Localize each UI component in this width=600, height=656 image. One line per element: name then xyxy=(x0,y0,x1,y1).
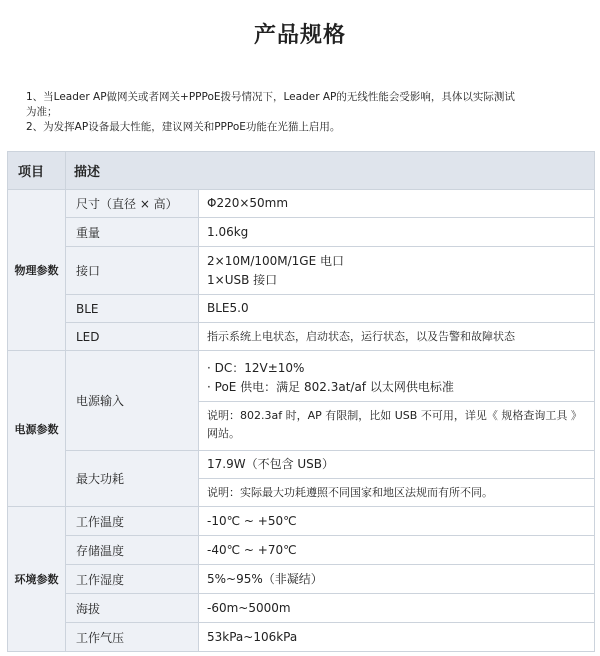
header-item: 项目 xyxy=(8,152,66,190)
row-value: BLE5.0 xyxy=(199,295,595,323)
group-physical: 物理参数 xyxy=(8,190,66,351)
power-note-1: 说明：802.3af 时，AP 有限制，比如 USB 不可用，详见《 规格查询工具 》 xyxy=(207,408,582,422)
row-value: -60m~5000m xyxy=(199,594,595,623)
port-line-2: 1×USB 接口 xyxy=(207,272,278,287)
table-row xyxy=(8,218,595,247)
table-row xyxy=(8,295,595,323)
power-line-2: · PoE 供电：满足 802.3at/af 以太网供电标准 xyxy=(207,379,454,394)
table-row xyxy=(8,507,595,536)
row-value: 53kPa~106kPa xyxy=(199,623,595,652)
spec-table xyxy=(7,151,595,652)
table-row xyxy=(8,247,595,295)
row-value: 5%~95%（非凝结） xyxy=(199,565,595,594)
table-row xyxy=(8,451,595,507)
row-value: Φ220×50mm xyxy=(199,190,595,218)
table-header-row xyxy=(8,152,595,190)
row-label: 接口 xyxy=(66,247,199,295)
power-line-1: · DC：12V±10% xyxy=(207,360,305,375)
row-label: 尺寸（直径 × 高） xyxy=(66,190,199,218)
port-line-1: 2×10M/100M/1GE 电口 xyxy=(207,253,344,268)
row-label: BLE xyxy=(66,295,199,323)
divider xyxy=(199,401,594,402)
row-value xyxy=(199,351,595,451)
row-label: 存储温度 xyxy=(66,536,199,565)
note-line-1: 1、当Leader AP做网关或者网关+PPPoE拨号情况下，Leader AP的无线性能会受影响，具体以实际测试 xyxy=(26,91,515,103)
row-value: -40℃ ~ +70℃ xyxy=(199,536,595,565)
page-title: 产品规格 xyxy=(253,23,346,48)
row-label: 工作湿度 xyxy=(66,565,199,594)
divider xyxy=(199,478,594,479)
note-line-2: 2、为发挥AP设备最大性能，建议网关和PPPoE功能在光猫上启用。 xyxy=(26,121,341,133)
max-power-note: 说明：实际最大功耗遵照不同国家和地区法规而有所不同。 xyxy=(207,486,493,499)
table-row xyxy=(8,536,595,565)
table-row xyxy=(8,351,595,451)
row-label: 工作温度 xyxy=(66,507,199,536)
notes-block xyxy=(26,90,600,135)
row-label: 海拔 xyxy=(66,594,199,623)
note-line-1-cont: 为准； xyxy=(26,106,58,118)
table-row xyxy=(8,190,595,218)
row-label: 工作气压 xyxy=(66,623,199,652)
max-power-value: 17.9W（不包含 USB） xyxy=(207,457,335,471)
power-note-2: 网站。 xyxy=(207,426,240,440)
row-label: 电源输入 xyxy=(66,351,199,451)
group-power: 电源参数 xyxy=(8,351,66,507)
table-row xyxy=(8,565,595,594)
group-environment: 环境参数 xyxy=(8,507,66,652)
row-value xyxy=(199,451,595,507)
row-label: 最大功耗 xyxy=(66,451,199,507)
table-row xyxy=(8,594,595,623)
table-row xyxy=(8,323,595,351)
row-value: 1.06kg xyxy=(199,218,595,247)
row-label: LED xyxy=(66,323,199,351)
row-value: 指示系统上电状态，启动状态，运行状态，以及告警和故障状态 xyxy=(199,323,595,351)
header-description: 描述 xyxy=(66,152,595,190)
row-value: -10℃ ~ +50℃ xyxy=(199,507,595,536)
table-row xyxy=(8,623,595,652)
row-label: 重量 xyxy=(66,218,199,247)
row-value xyxy=(199,247,595,295)
